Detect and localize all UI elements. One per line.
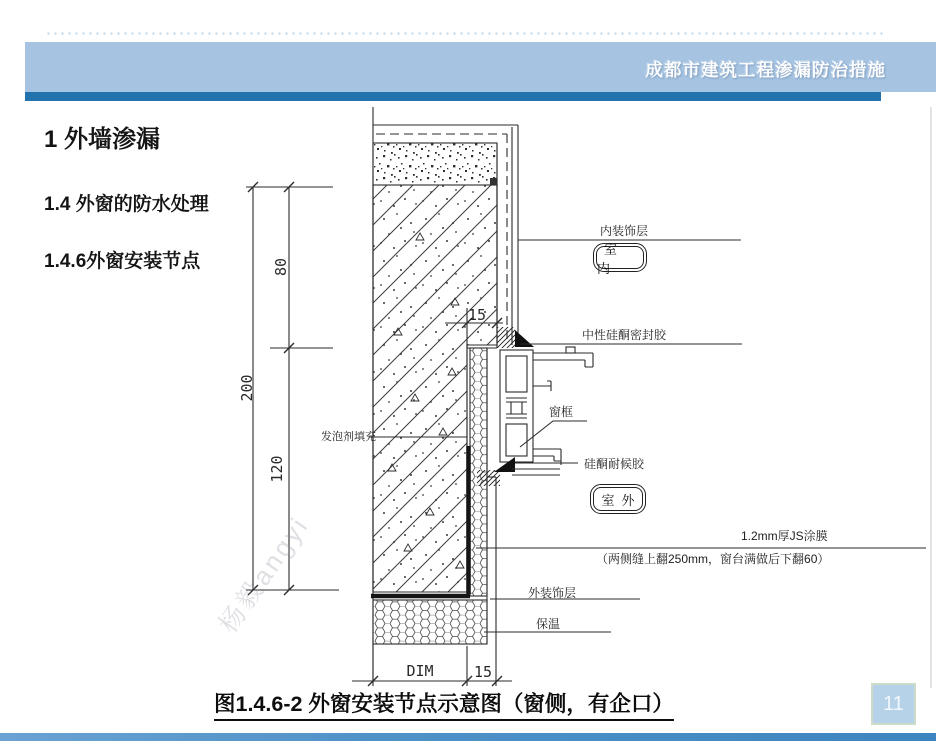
- watermark: 杨毅angyi: [212, 510, 315, 639]
- outdoor-label: 室外: [601, 492, 642, 508]
- dim-15-mid: 15: [467, 306, 487, 324]
- header-title: 成都市建筑工程渗漏防治措施: [645, 60, 886, 80]
- label-exterior-finish: 外装饰层: [528, 586, 577, 600]
- outdoor-box: [593, 487, 643, 511]
- label-insulation: 保温: [536, 617, 561, 631]
- dim-sill: DIM: [406, 662, 434, 680]
- page-number-badge: [871, 683, 916, 725]
- label-foam-fill: 发泡剂填充: [321, 431, 376, 443]
- dim-15-bottom: 15: [473, 663, 493, 681]
- heading-section: 1 外墙渗漏: [44, 126, 161, 153]
- footer-bar: [0, 733, 936, 741]
- heading-subsection: 1.4 外窗的防水处理: [44, 194, 209, 215]
- indoor-label: 室内: [597, 241, 625, 276]
- label-weatherproof-silicone: 硅酮耐候胶: [584, 457, 645, 471]
- indoor-box: [596, 241, 644, 276]
- dim-200: 200: [238, 374, 256, 402]
- dim-120: 120: [268, 455, 286, 483]
- label-interior-finish: 内装饰层: [600, 224, 649, 238]
- page-number: 11: [883, 692, 904, 715]
- label-js-coating: 1.2mm厚JS涂膜: [741, 529, 828, 543]
- heading-subsubsection: 1.4.6外窗安装节点: [44, 251, 201, 272]
- label-js-coating-note: （两侧缝上翻250mm，窗台满做后下翻60）: [596, 552, 830, 566]
- figure-caption: 图1.4.6-2 外窗安装节点示意图（窗侧，有企口）: [214, 687, 674, 721]
- label-window-frame: 窗框: [549, 405, 574, 419]
- label-neutral-silicone-sealant: 中性硅酮密封胶: [582, 328, 667, 342]
- dim-80: 80: [272, 257, 290, 277]
